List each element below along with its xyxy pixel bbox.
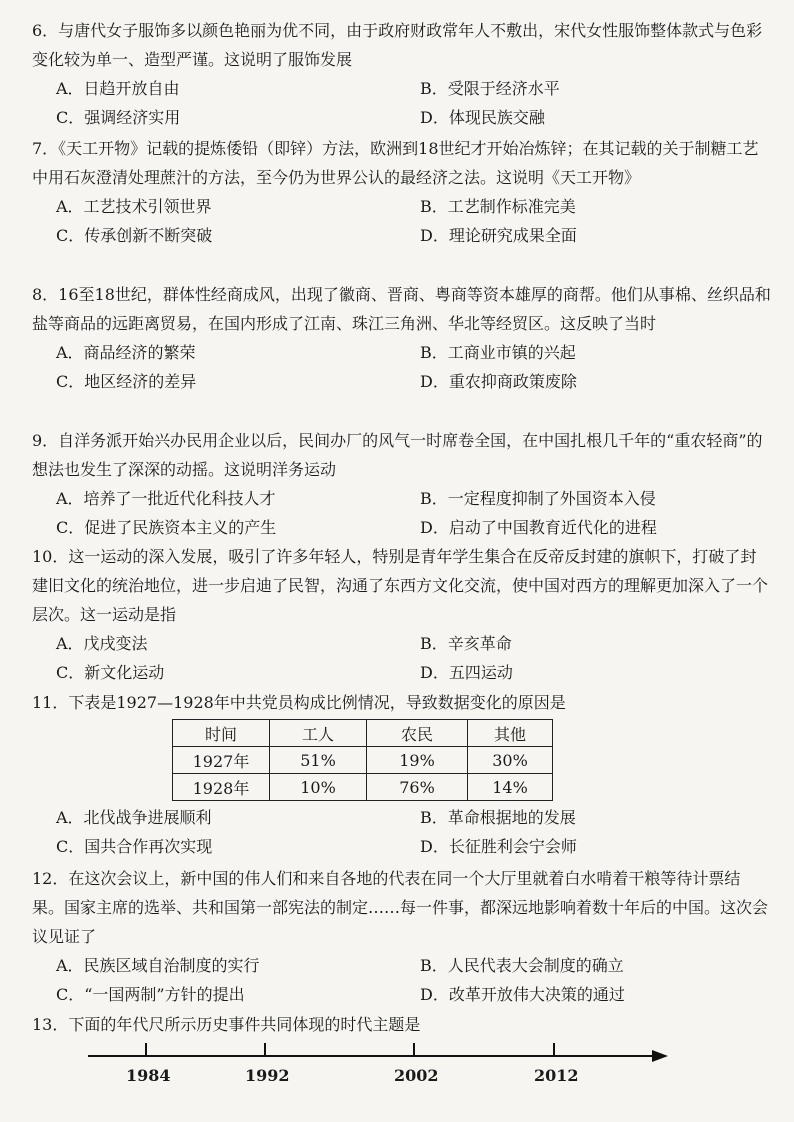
question-stem: 12．在这次会议上，新中国的伟人们和来自各地的代表在同一个大厅里就着白水啃着干粮等待计票结果。国家主席的选举、共和国第一部宪法的制定……每一件事，都深远地影响着数十年后的中国。这次会议见证了 bbox=[32, 869, 769, 946]
question-12 bbox=[32, 864, 772, 1009]
question-9 bbox=[32, 426, 772, 542]
option-d: D．长征胜利会宁会师 bbox=[420, 837, 577, 856]
question-6 bbox=[32, 16, 772, 132]
option-c: C．地区经济的差异 bbox=[56, 372, 197, 391]
option-b: B．辛亥革命 bbox=[420, 634, 512, 653]
table-row bbox=[173, 774, 553, 801]
question-7 bbox=[32, 134, 772, 250]
table-cell: 1927年 bbox=[173, 747, 270, 774]
question-11 bbox=[32, 688, 772, 861]
option-d: D．改革开放伟大决策的通过 bbox=[420, 985, 625, 1004]
question-stem: 10．这一运动的深入发展，吸引了许多年轻人，特别是青年学生集合在反帝反封建的旗帜下，打破了封建旧文化的统治地位，进一步启迪了民智，沟通了东西方文化交流，使中国对西方的理解更加深入了一个层次。这一运动是指 bbox=[32, 547, 769, 624]
option-d: D．理论研究成果全面 bbox=[420, 226, 577, 245]
options-row bbox=[32, 484, 772, 513]
table-cell: 51% bbox=[270, 747, 367, 774]
timeline-label-2012: 2012 bbox=[534, 1066, 579, 1085]
option-c: C．强调经济实用 bbox=[56, 108, 181, 127]
option-d: D．五四运动 bbox=[420, 663, 513, 682]
table-cell: 19% bbox=[367, 747, 468, 774]
party-membership-table bbox=[172, 719, 553, 801]
options-row bbox=[32, 832, 772, 861]
table-cell: 76% bbox=[367, 774, 468, 801]
option-b: B．革命根据地的发展 bbox=[420, 808, 576, 827]
options-row bbox=[32, 338, 772, 367]
option-b: B．人民代表大会制度的确立 bbox=[420, 956, 624, 975]
options-row bbox=[32, 803, 772, 832]
question-10 bbox=[32, 542, 772, 687]
option-b: B．受限于经济水平 bbox=[420, 79, 560, 98]
options-row bbox=[32, 658, 772, 687]
option-c: C．传承创新不断突破 bbox=[56, 226, 213, 245]
options-row bbox=[32, 221, 772, 250]
option-d: D．体现民族交融 bbox=[420, 108, 545, 127]
option-d: D．启动了中国教育近代化的进程 bbox=[420, 518, 657, 537]
table-cell: 1928年 bbox=[173, 774, 270, 801]
year-timeline bbox=[80, 1036, 670, 1096]
option-c: C．促进了民族资本主义的产生 bbox=[56, 518, 277, 537]
table-header-row bbox=[173, 720, 553, 747]
question-8 bbox=[32, 280, 772, 396]
table-row bbox=[173, 747, 553, 774]
option-a: A．工艺技术引领世界 bbox=[56, 197, 212, 216]
table-header-cell: 工人 bbox=[270, 720, 367, 747]
option-c: C．新文化运动 bbox=[56, 663, 165, 682]
question-stem: 9．自洋务派开始兴办民用企业以后，民间办厂的风气一时席卷全国，在中国扎根几千年的“重农轻商”的想法也发生了深深的动摇。这说明洋务运动 bbox=[32, 431, 763, 479]
option-a: A．北伐战争进展顺利 bbox=[56, 808, 212, 827]
option-a: A．商品经济的繁荣 bbox=[56, 343, 196, 362]
table-header-cell: 时间 bbox=[173, 720, 270, 747]
option-b: B．一定程度抑制了外国资本入侵 bbox=[420, 489, 656, 508]
options-row bbox=[32, 629, 772, 658]
option-a: A．培养了一批近代化科技人才 bbox=[56, 489, 276, 508]
option-a: A．民族区域自治制度的实行 bbox=[56, 956, 260, 975]
timeline-label-1992: 1992 bbox=[245, 1066, 290, 1085]
table-header-cell: 其他 bbox=[468, 720, 553, 747]
question-stem: 8．16至18世纪，群体性经商成风，出现了徽商、晋商、粤商等资本雄厚的商帮。他们从事棉、丝织品和盐等商品的远距离贸易，在国内形成了江南、珠江三角洲、华北等经贸区。这反映了当时 bbox=[32, 285, 771, 333]
options-row bbox=[32, 980, 772, 1009]
option-c: C．“一国两制”方针的提出 bbox=[56, 985, 245, 1004]
timeline-label-1984: 1984 bbox=[126, 1066, 171, 1085]
question-stem: 6．与唐代女子服饰多以颜色艳丽为优不同，由于政府财政常年人不敷出，宋代女性服饰整体款式与色彩变化较为单一、造型严谨。这说明了服饰发展 bbox=[32, 21, 763, 69]
table-cell: 30% bbox=[468, 747, 553, 774]
option-d: D．重农抑商政策废除 bbox=[420, 372, 577, 391]
options-row bbox=[32, 74, 772, 103]
question-stem: 13．下面的年代尺所示历史事件共同体现的时代主题是 bbox=[32, 1015, 421, 1034]
question-13 bbox=[32, 1010, 772, 1039]
options-row bbox=[32, 103, 772, 132]
options-row bbox=[32, 192, 772, 221]
option-b: B．工艺制作标准完美 bbox=[420, 197, 576, 216]
option-c: C．国共合作再次实现 bbox=[56, 837, 213, 856]
options-row bbox=[32, 513, 772, 542]
question-stem: 7．《天工开物》记载的提炼倭铅（即锌）方法，欧洲到18世纪才开始冶炼锌；在其记载的关于制糖工艺中用石灰澄清处理蔗汁的方法，至今仍为世界公认的最经济之法。这说明《天工开物》 bbox=[32, 139, 759, 187]
table-cell: 14% bbox=[468, 774, 553, 801]
options-row bbox=[32, 367, 772, 396]
table-cell: 10% bbox=[270, 774, 367, 801]
question-stem: 11．下表是1927—1928年中共党员构成比例情况，导致数据变化的原因是 bbox=[32, 693, 566, 712]
options-row bbox=[32, 951, 772, 980]
option-a: A．戊戌变法 bbox=[56, 634, 148, 653]
timeline-label-2002: 2002 bbox=[394, 1066, 439, 1085]
table-header-cell: 农民 bbox=[367, 720, 468, 747]
option-a: A．日趋开放自由 bbox=[56, 79, 180, 98]
timeline-axis bbox=[80, 1036, 670, 1066]
option-b: B．工商业市镇的兴起 bbox=[420, 343, 576, 362]
